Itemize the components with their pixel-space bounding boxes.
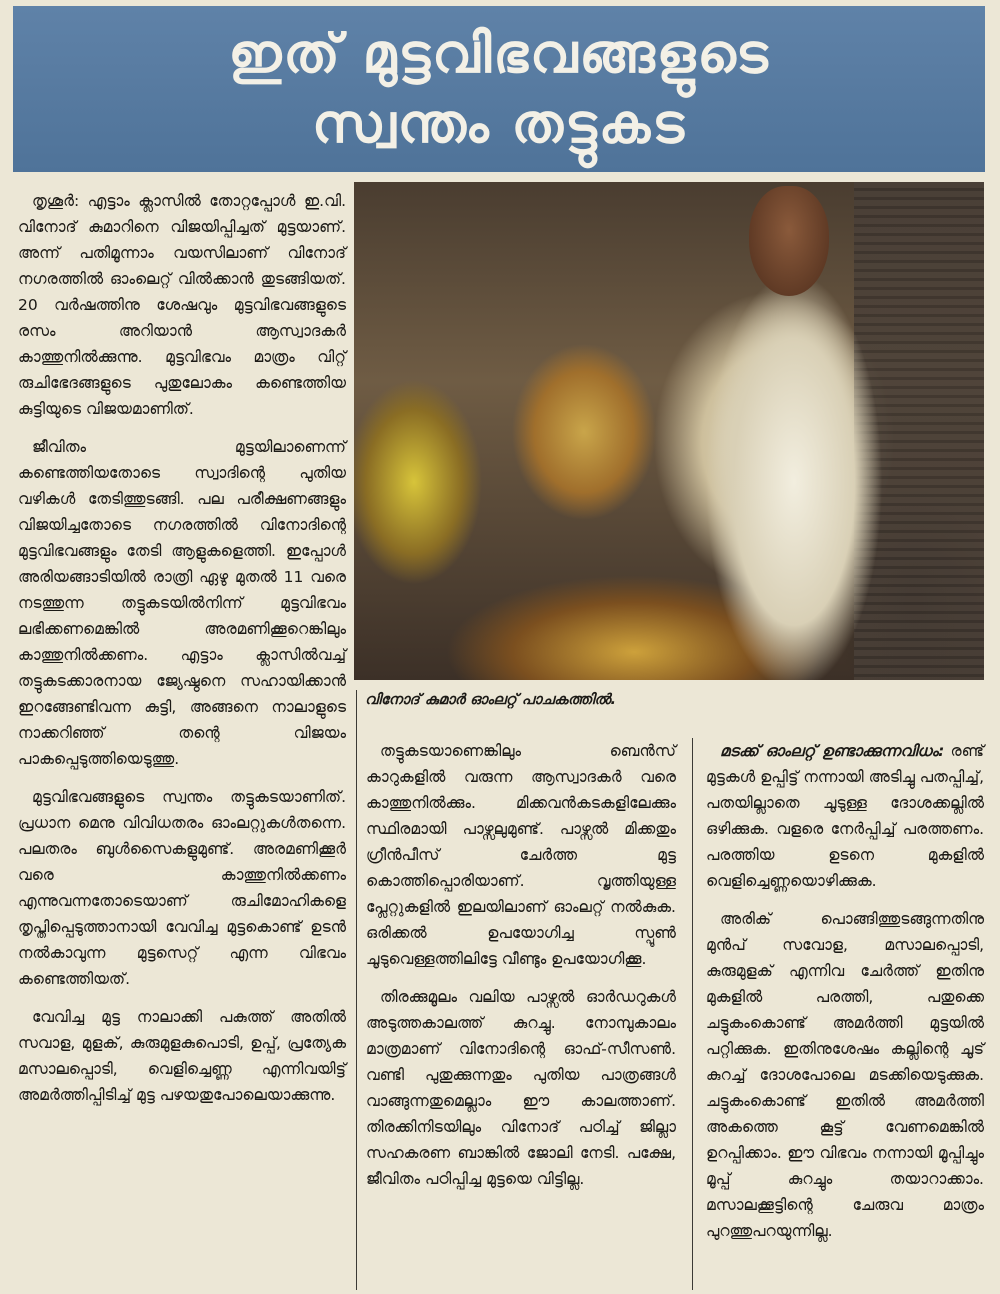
headline-banner bbox=[13, 6, 985, 172]
headline-line-1: ഇത് മുട്ടവിഭവങ്ങളുടെ bbox=[228, 22, 770, 85]
column2-paragraph: തിരക്കുമൂലം വലിയ പാഴ്സൽ ഓർഡറുകൾ അടുത്തകാലത്ത് കുറച്ചു. നോമ്പുകാലം മാത്രമാണ് വിനോദിന്റെ ഓഫ്-സീസൺ. വണ്ടി പുതുക്കുന്നതും പുതിയ പാത്രങ്ങൾ വാങ്ങുന്നതുമെല്ലാം ഈ കാലത്താണ്. തിരക്കിനിടയിലും വിനോദ് പഠിച്ച് ജില്ലാ സഹകരണ ബാങ്കിൽ ജോലി നേടി. പക്ഷേ, ജീവിതം പഠിപ്പിച്ച മുട്ടയെ വിട്ടില്ല. bbox=[366, 988, 676, 1188]
recipe-intro: രണ്ട് മുട്ടകൾ ഉപ്പിട്ട് നന്നായി അടിച്ചു പതപ്പിച്ച്, പതയില്ലാതെ ചൂടുള്ള ദോശക്കല്ലിൽ ഒഴിക്കുക. വളരെ നേർപ്പിച്ച് പരത്തണം. പരത്തിയ ഉടനെ മുകളിൽ വെളിച്ചെണ്ണയൊഴിക്കുക. bbox=[706, 742, 984, 890]
photo-vendor-head bbox=[749, 186, 829, 296]
headline-line-2: സ്വന്തം തട്ടുകട bbox=[312, 92, 686, 155]
column1-paragraph: തൃശൂർ: എട്ടാം ക്ലാസിൽ തോറ്റപ്പോൾ ഇ.വി. വിനോദ് കുമാറിനെ വിജയിപ്പിച്ചത് മുട്ടയാണ്. അന്ന് പതിമൂന്നാം വയസിലാണ് വിനോദ് നഗരത്തിൽ ഓംലെറ്റ് വിൽക്കാൻ തുടങ്ങിയത്. 20 വർഷത്തിനു ശേഷവും മുട്ടവിഭവങ്ങളുടെ രസം അറിയാൻ ആസ്വാദകർ കാത്തുനിൽക്കുന്നു. മുട്ടവിഭവം മാത്രം വിറ്റ് രുചിഭേദങ്ങളുടെ പുതുലോകം കണ്ടെത്തിയ കുട്ടിയുടെ വിജയമാണിത്. bbox=[18, 192, 346, 418]
recipe-title: മടക്ക് ഓംലറ്റ് ഉണ്ടാക്കുന്നവിധം: bbox=[720, 742, 945, 760]
photo-omelette-vendor bbox=[354, 182, 984, 680]
recipe-paragraph: അരിക് പൊങ്ങിത്തുടങ്ങുന്നതിനു മുൻപ് സവോള, മസാലപ്പൊടി, കുരുമുളക് എന്നിവ ചേർത്ത് ഇതിനു മുകളിൽ പരത്തി, പതുക്കെ ചട്ടുകംകൊണ്ട് അമർത്തി മുട്ടയിൽ പറ്റിക്കുക. ഇതിനുശേഷം കല്ലിന്റെ ചൂട് കുറച്ച് ദോശപോലെ മടക്കിയെടുക്കുക. ചട്ടുകംകൊണ്ട് ഇതിൽ അമർത്തി അകത്തെ കൂട്ട് വേണമെങ്കിൽ ഉറപ്പിക്കാം. ഈ വിഭവം നന്നായി മൂപ്പിച്ചും മൂപ്പ് കുറച്ചും തയാറാക്കാം. മസാലക്കൂട്ടിന്റെ ചേരുവ മാത്രം പുറത്തുപറയുന്നില്ല. bbox=[706, 910, 984, 1240]
column1-paragraph: മുട്ടവിഭവങ്ങളുടെ സ്വന്തം തട്ടുകടയാണിത്. പ്രധാന മെനു വിവിധതരം ഓംലറ്റുകൾതന്നെ. പലതരം ബുൾസൈകളുമുണ്ട്. അരമണിക്കൂർ വരെ കാത്തുനിൽക്കണം എന്നുവന്നതോടെയാണ് രുചിമോഹികളെ തൃപ്തിപ്പെടുത്താനായി വേവിച്ച മുട്ടകൊണ്ട് ഉടൻ നൽകാവുന്ന മുട്ടസെറ്റ് എന്ന വിഭവം കണ്ടെത്തിയത്. bbox=[18, 788, 346, 988]
photo-caption: വിനോദ് കുമാർ ഓംലറ്റ് പാചകത്തിൽ. bbox=[365, 692, 616, 708]
column1-paragraph: വേവിച്ച മുട്ട നാലാക്കി പകുത്ത് അതിൽ സവാള, മുളക്, കുരുമുളകുപൊടി, ഉപ്പ്, പ്രത്യേക മസാലപ്പൊടി, വെളിച്ചെണ്ണ എന്നിവയിട്ട് അമർത്തിപ്പിടിച്ച് മുട്ട പഴയതുപോലെയാക്കുന്നു. bbox=[18, 1008, 346, 1104]
column-divider bbox=[692, 738, 693, 1290]
column2-paragraph: തട്ടുകടയാണെങ്കിലും ബെൻസ് കാറുകളിൽ വരുന്ന ആസ്വാദകർ വരെ കാത്തുനിൽക്കും. മിക്കവൻകടകളിലേക്കും സ്ഥിരമായി പാഴ്സലുമുണ്ട്. പാഴ്സൽ മിക്കതും ഗ്രീൻപീസ് ചേർത്ത മുട്ട കൊത്തിപ്പൊരിയാണ്. വൃത്തിയുള്ള പ്ലേറ്റുകളിൽ ഇലയിലാണ് ഓംലറ്റ് നൽകുക. ഒരിക്കൽ ഉപയോഗിച്ച സ്പൂൺ ചൂടുവെള്ളത്തിലിട്ടേ വീണ്ടും ഉപയോഗിക്കൂ. bbox=[366, 742, 676, 968]
column1-paragraph: ജീവിതം മുട്ടയിലാണെന്ന് കണ്ടെത്തിയതോടെ സ്വാദിന്റെ പുതിയ വഴികൾ തേടിത്തുടങ്ങി. പല പരീക്ഷണങ്ങളും വിജയിച്ചതോടെ നഗരത്തിൽ വിനോദിന്റെ മുട്ടവിഭവങ്ങളും തേടി ആളുകളെത്തി. ഇപ്പോൾ അരിയങ്ങാടിയിൽ രാത്രി ഏഴു മുതൽ 11 വരെ നടത്തുന്ന തട്ടുകടയിൽനിന്ന് മുട്ടവിഭവം ലഭിക്കണമെങ്കിൽ അരമണിക്കൂറെങ്കിലും കാത്തുനിൽക്കണം. എട്ടാം ക്ലാസിൽവച്ച് തട്ടുകടക്കാരനായ ജ്യേഷ്ഠനെ സഹായിക്കാൻ ഇറങ്ങേണ്ടിവന്ന കുട്ടി, അങ്ങനെ നാലാളുടെ നാക്കറിഞ്ഞ് തന്റെ വിജയം പാകപ്പെടുത്തിയെടുത്തു. bbox=[18, 438, 346, 768]
article-column-1 bbox=[18, 188, 346, 1120]
recipe-intro-paragraph bbox=[706, 738, 984, 894]
article-column-3-recipe bbox=[706, 738, 984, 1256]
column-divider bbox=[356, 690, 357, 1290]
article-column-2 bbox=[366, 738, 676, 1204]
